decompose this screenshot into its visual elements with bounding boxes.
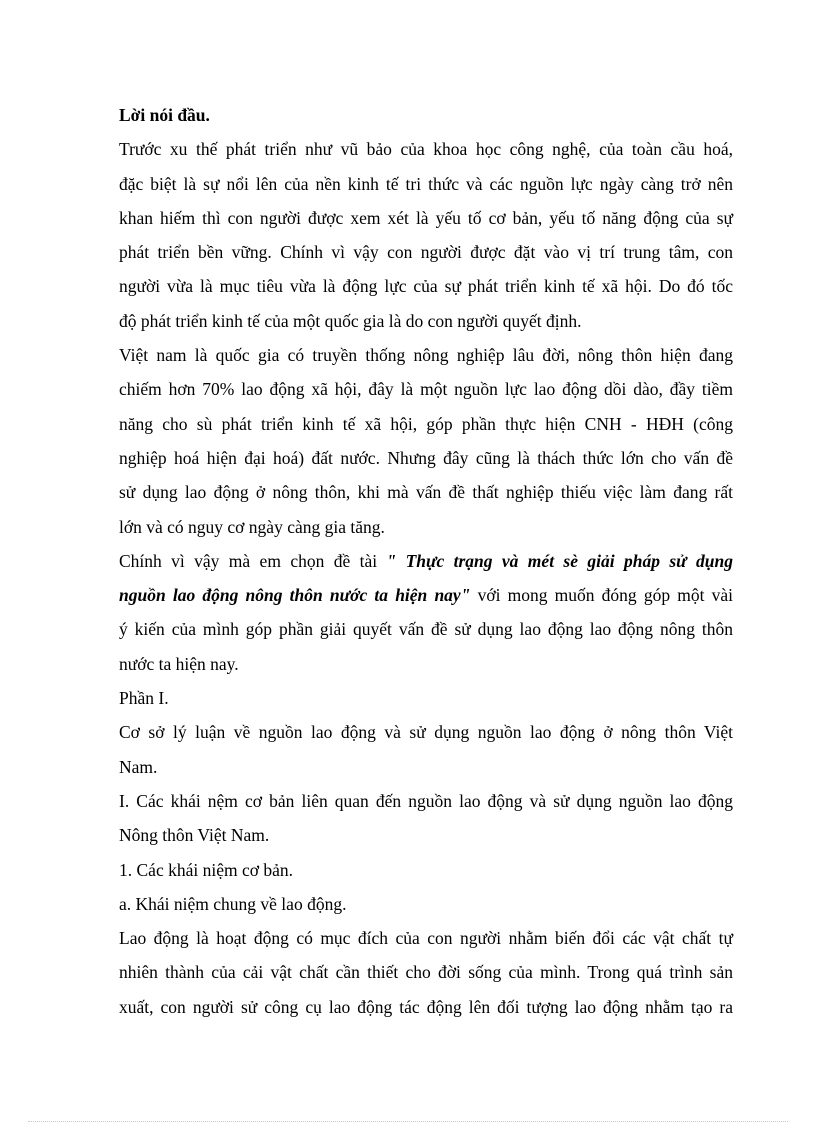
paragraph-line: nhiên thành của cải vật chất cần thiết cho đời sống của mình. Trong quá trình sản: [119, 962, 733, 983]
page-bottom-divider: [28, 1121, 788, 1122]
paragraph-line: Lao động là hoạt động có mục đích của con người nhằm biến đổi các vật chất tự: [119, 928, 733, 949]
topic-paragraph: [119, 544, 733, 681]
intro-paragraph: [119, 132, 733, 338]
paragraph-line: độ phát triển kinh tế của một quốc gia là do con người quyết định.: [119, 310, 582, 331]
item-heading: a. Khái niệm chung về lao động.: [119, 893, 347, 914]
subsection-heading: 1. Các khái niệm cơ bản.: [119, 859, 293, 880]
paragraph-line: xuất, con người sử công cụ lao động tác động lên đối tượng lao động nhằm tạo ra: [119, 996, 733, 1017]
topic-intro-text: Chính vì vậy mà em chọn đề tài: [119, 550, 387, 571]
paragraph-line: [119, 544, 733, 578]
section-heading: I. Các khái nệm cơ bản liên quan đến nguồn lao động và sử dụng nguồn lao động: [119, 790, 733, 811]
paragraph-line: Trước xu thế phát triển như vũ bảo của khoa học công nghệ, của toàn cầu hoá,: [119, 139, 733, 160]
topic-title: " Thực trạng và mét sè giải pháp sử dụng: [386, 550, 733, 571]
vietnam-paragraph: [119, 338, 733, 544]
topic-title: nguồn lao động nông thôn nước ta hiện nay": [119, 585, 471, 606]
paragraph-line: [119, 578, 733, 612]
paragraph-line: đặc biệt là sự nổi lên của nền kinh tế tri thức và các nguồn lực ngày càng trở nên: [119, 173, 733, 194]
paragraph-line: chiếm hơn 70% lao động xã hội, đây là một nguồn lực lao động dồi dào, đầy tiềm: [119, 379, 733, 400]
paragraph-line: nước ta hiện nay.: [119, 653, 239, 674]
paragraph-line: phát triển bền vững. Chính vì vậy con người được đặt vào vị trí trung tâm, con: [119, 242, 733, 263]
paragraph-line: ý kiến của mình góp phần giải quyết vấn đề sử dụng lao động lao động nông thôn: [119, 619, 733, 640]
part-title: Nam.: [119, 756, 158, 777]
paragraph-line: Việt nam là quốc gia có truyền thống nông nghiệp lâu đời, nông thôn hiện đang: [119, 345, 733, 366]
paragraph-line: người vừa là mục tiêu vừa là động lực của sự phát triển kinh tế xã hội. Do đó tốc: [119, 276, 733, 297]
paragraph-line: năng cho sù phát triển kinh tế xã hội, góp phần thực hiện CNH - HĐH (công: [119, 413, 733, 434]
paragraph-line: sử dụng lao động ở nông thôn, khi mà vấn đề thất nghiệp thiếu việc làm đang rất: [119, 482, 733, 503]
paragraph-line: lớn và có nguy cơ ngày càng gia tăng.: [119, 516, 385, 537]
part-title: Cơ sở lý luận về nguồn lao động và sử dụng nguồn lao động ở nông thôn Việt: [119, 722, 733, 743]
preface-heading: Lời nói đầu.: [119, 105, 210, 125]
labor-paragraph: [119, 921, 733, 1024]
paragraph-line: khan hiếm thì con người được xem xét là yếu tố cơ bản, yếu tố năng động của sự: [119, 207, 733, 228]
section-heading: Nông thôn Việt Nam.: [119, 825, 270, 846]
topic-suffix-text: với mong muốn đóng góp một vài: [470, 585, 733, 606]
paragraph-line: nghiệp hoá hiện đại hoá) đất nước. Nhưng đây cũng là thách thức lớn cho vấn đề: [119, 447, 733, 468]
part-label: Phần I.: [119, 688, 169, 709]
document-page: [119, 98, 733, 1024]
